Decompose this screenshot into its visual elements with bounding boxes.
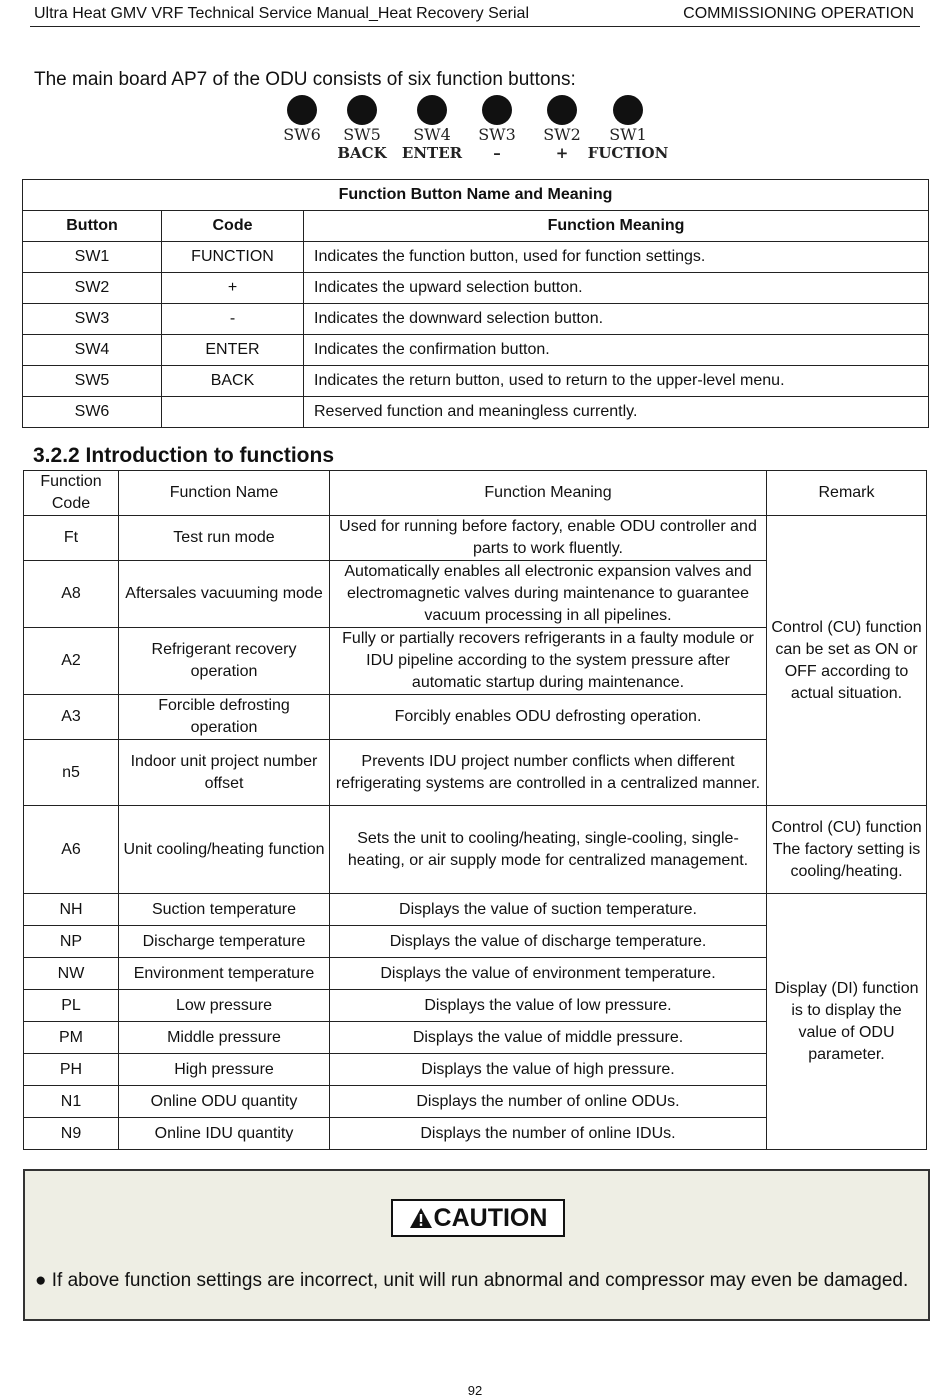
table-header-row (24, 471, 927, 516)
table-row (23, 242, 929, 273)
cell-meaning: Forcibly enables ODU defrosting operation. (330, 695, 767, 740)
section-heading: 3.2.2 Introduction to functions (33, 444, 334, 467)
column-header: Function Meaning (304, 211, 929, 242)
warning-triangle-icon (409, 1207, 433, 1229)
cell-meaning: Displays the number of online ODUs. (330, 1086, 767, 1118)
cell-meaning: Displays the value of suction temperature. (330, 894, 767, 926)
cell-name: Middle pressure (119, 1022, 330, 1054)
cell-code: A2 (24, 628, 119, 695)
cell-name: Refrigerant recovery operation (119, 628, 330, 695)
table-row (23, 397, 929, 428)
button-circle-icon (417, 95, 447, 125)
board-button-label: BACK (337, 144, 387, 162)
cell-meaning: Reserved function and meaningless currently. (304, 397, 929, 428)
cell-button: SW6 (23, 397, 162, 428)
page-header (30, 0, 920, 27)
board-buttons-figure (276, 95, 686, 175)
cell-meaning: Displays the value of environment temperature. (330, 958, 767, 990)
cell-code: N9 (24, 1118, 119, 1150)
cell-name: Low pressure (119, 990, 330, 1022)
cell-meaning: Indicates the confirmation button. (304, 335, 929, 366)
table-row (24, 894, 927, 926)
button-circle-icon (547, 95, 577, 125)
cell-name: Discharge temperature (119, 926, 330, 958)
column-header: Function Name (119, 471, 330, 516)
table-row (24, 516, 927, 561)
cell-code: NW (24, 958, 119, 990)
cell-name: Forcible defrosting operation (119, 695, 330, 740)
cell-remark: Control (CU) function The factory setting is cooling/heating. (767, 806, 927, 894)
board-button-label: ENTER (401, 144, 463, 162)
cell-meaning: Displays the value of discharge temperature. (330, 926, 767, 958)
cell-code: A3 (24, 695, 119, 740)
table-title-row (23, 180, 929, 211)
cell-code: Ft (24, 516, 119, 561)
cell-meaning: Prevents IDU project number conflicts when different refrigerating systems are controlled in a centralized manner. (330, 740, 767, 806)
cell-code: FUNCTION (162, 242, 304, 273)
cell-code: N1 (24, 1086, 119, 1118)
cell-code: ENTER (162, 335, 304, 366)
board-button-name: SW6 (283, 125, 321, 144)
cell-button: SW4 (23, 335, 162, 366)
cell-meaning: Displays the value of high pressure. (330, 1054, 767, 1086)
column-header: Code (162, 211, 304, 242)
table-row (23, 366, 929, 397)
cell-meaning: Fully or partially recovers refrigerants in a faulty module or IDU pipeline according to the system pressure after automatic startup during maintenance. (330, 628, 767, 695)
cell-code: BACK (162, 366, 304, 397)
cell-remark: Display (DI) function is to display the value of ODU parameter. (767, 894, 927, 1150)
column-header: Function Meaning (330, 471, 767, 516)
board-button-label: – (493, 144, 501, 162)
cell-button: SW1 (23, 242, 162, 273)
column-header: Remark (767, 471, 927, 516)
table-row (23, 273, 929, 304)
board-button-sw1 (587, 95, 669, 162)
board-button-name: SW3 (478, 125, 516, 144)
cell-code: n5 (24, 740, 119, 806)
function-table (23, 470, 927, 1150)
cell-button: SW3 (23, 304, 162, 335)
cell-name: Online ODU quantity (119, 1086, 330, 1118)
board-button-label: FUCTION (587, 144, 669, 162)
cell-code: NP (24, 926, 119, 958)
table-row (24, 806, 927, 894)
function-button-table (22, 179, 929, 428)
cell-code: PL (24, 990, 119, 1022)
column-header: Button (23, 211, 162, 242)
caution-badge (391, 1199, 565, 1237)
cell-code: A6 (24, 806, 119, 894)
cell-name: Test run mode (119, 516, 330, 561)
board-button-name: SW1 (609, 125, 647, 144)
board-button-sw6 (276, 95, 328, 144)
button-circle-icon (613, 95, 643, 125)
header-section-title: COMMISSIONING OPERATION (683, 5, 914, 22)
page-number: 92 (467, 1383, 483, 1398)
table-row (23, 304, 929, 335)
cell-name: Suction temperature (119, 894, 330, 926)
cell-name: Aftersales vacuuming mode (119, 561, 330, 628)
cell-meaning: Sets the unit to cooling/heating, single-cooling, single-heating, or air supply mode for centralized management. (330, 806, 767, 894)
cell-code: PM (24, 1022, 119, 1054)
cell-code: A8 (24, 561, 119, 628)
caution-text: ● If above function settings are incorrect, unit will run abnormal and compressor may even be damaged. (35, 1270, 909, 1291)
cell-meaning: Displays the value of low pressure. (330, 990, 767, 1022)
board-button-name: SW4 (413, 125, 451, 144)
cell-meaning: Displays the number of online IDUs. (330, 1118, 767, 1150)
cell-code: - (162, 304, 304, 335)
cell-name: Online IDU quantity (119, 1118, 330, 1150)
button-circle-icon (287, 95, 317, 125)
button-circle-icon (482, 95, 512, 125)
table-title: Function Button Name and Meaning (23, 180, 929, 211)
cell-button: SW5 (23, 366, 162, 397)
board-button-label: + (555, 144, 569, 162)
cell-code: + (162, 273, 304, 304)
cell-meaning: Indicates the upward selection button. (304, 273, 929, 304)
board-button-sw5 (336, 95, 388, 162)
cell-button: SW2 (23, 273, 162, 304)
intro-text: The main board AP7 of the ODU consists of six function buttons: (34, 69, 576, 90)
cell-meaning: Automatically enables all electronic expansion valves and electromagnetic valves during maintenance to guarantee vacuum processing in all pipelines. (330, 561, 767, 628)
cell-code: NH (24, 894, 119, 926)
cell-name: Unit cooling/heating function (119, 806, 330, 894)
button-circle-icon (347, 95, 377, 125)
cell-remark: Control (CU) function can be set as ON or OFF according to actual situation. (767, 516, 927, 806)
cell-code (162, 397, 304, 428)
header-manual-title: Ultra Heat GMV VRF Technical Service Manual_Heat Recovery Serial (34, 5, 530, 22)
cell-meaning: Displays the value of middle pressure. (330, 1022, 767, 1054)
caution-box (23, 1169, 930, 1321)
table-header-row (23, 211, 929, 242)
cell-meaning: Indicates the return button, used to return to the upper-level menu. (304, 366, 929, 397)
board-button-name: SW5 (343, 125, 381, 144)
cell-meaning: Indicates the function button, used for function settings. (304, 242, 929, 273)
cell-meaning: Used for running before factory, enable ODU controller and parts to work fluently. (330, 516, 767, 561)
column-header: Function Code (24, 471, 119, 516)
cell-code: PH (24, 1054, 119, 1086)
cell-name: Environment temperature (119, 958, 330, 990)
board-button-name: SW2 (543, 125, 581, 144)
caution-label: CAUTION (433, 1204, 548, 1232)
table-row (23, 335, 929, 366)
board-button-sw2 (536, 95, 588, 162)
cell-meaning: Indicates the downward selection button. (304, 304, 929, 335)
cell-name: High pressure (119, 1054, 330, 1086)
cell-name: Indoor unit project number offset (119, 740, 330, 806)
